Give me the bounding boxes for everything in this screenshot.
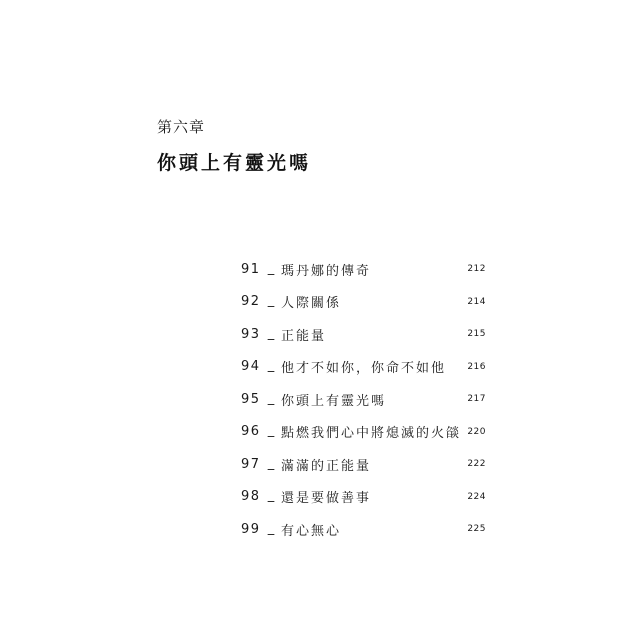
toc-entry-separator: _ xyxy=(267,423,275,439)
toc-entry-separator: _ xyxy=(267,325,275,341)
toc-entry-page: 220 xyxy=(467,426,486,437)
toc-entry-92 xyxy=(241,286,486,319)
toc-entry-number: 96 xyxy=(241,424,261,440)
toc-entry-title: 還是要做善事 xyxy=(281,491,372,507)
toc-entry-page: 215 xyxy=(467,329,486,340)
toc-entry-separator: _ xyxy=(267,293,275,309)
toc-entry-title: 點燃我們心中將熄滅的火燄 xyxy=(281,426,462,442)
toc-entry-page: 217 xyxy=(467,394,486,405)
toc-entry-page: 225 xyxy=(467,524,486,535)
toc-entry-93 xyxy=(241,318,486,351)
toc-entry-separator: _ xyxy=(267,520,275,536)
toc-entry-page: 212 xyxy=(467,264,486,275)
toc-entry-page: 224 xyxy=(467,491,486,502)
toc-entry-page: 216 xyxy=(467,361,486,372)
toc-entry-separator: _ xyxy=(267,260,275,276)
toc-entry-number: 99 xyxy=(241,521,261,537)
toc-entry-title: 人際關係 xyxy=(281,296,342,312)
toc-entry-97 xyxy=(241,448,486,481)
toc-entry-title: 滿滿的正能量 xyxy=(281,458,372,474)
toc-entry-page: 222 xyxy=(467,459,486,470)
toc-entry-title: 你頭上有靈光嗎 xyxy=(281,393,387,409)
toc-entry-separator: _ xyxy=(267,455,275,471)
toc-entry-number: 93 xyxy=(241,326,261,342)
toc-entry-number: 97 xyxy=(241,456,261,472)
chapter-title: 你頭上有靈光嗎 xyxy=(157,152,312,174)
toc-entry-95 xyxy=(241,383,486,416)
toc-entry-title: 他才不如你，你命不如他 xyxy=(281,361,447,377)
toc-entry-number: 94 xyxy=(241,359,261,375)
toc-entry-number: 95 xyxy=(241,391,261,407)
toc-entry-separator: _ xyxy=(267,358,275,374)
toc-entry-separator: _ xyxy=(267,390,275,406)
toc-entry-separator: _ xyxy=(267,488,275,504)
toc-entry-91 xyxy=(241,253,486,286)
toc-entry-96 xyxy=(241,416,486,449)
chapter-label: 第六章 xyxy=(157,118,206,136)
toc-entry-number: 91 xyxy=(241,261,261,277)
toc-entry-title: 瑪丹娜的傳奇 xyxy=(281,263,372,279)
toc-entry-page: 214 xyxy=(467,296,486,307)
toc-entry-98 xyxy=(241,481,486,514)
toc-entry-number: 98 xyxy=(241,489,261,505)
toc-entry-title: 有心無心 xyxy=(281,523,342,539)
toc-entry-title: 正能量 xyxy=(281,328,327,344)
toc-entry-99 xyxy=(241,513,486,546)
table-of-contents xyxy=(241,253,486,546)
toc-entry-94 xyxy=(241,351,486,384)
toc-entry-number: 92 xyxy=(241,294,261,310)
